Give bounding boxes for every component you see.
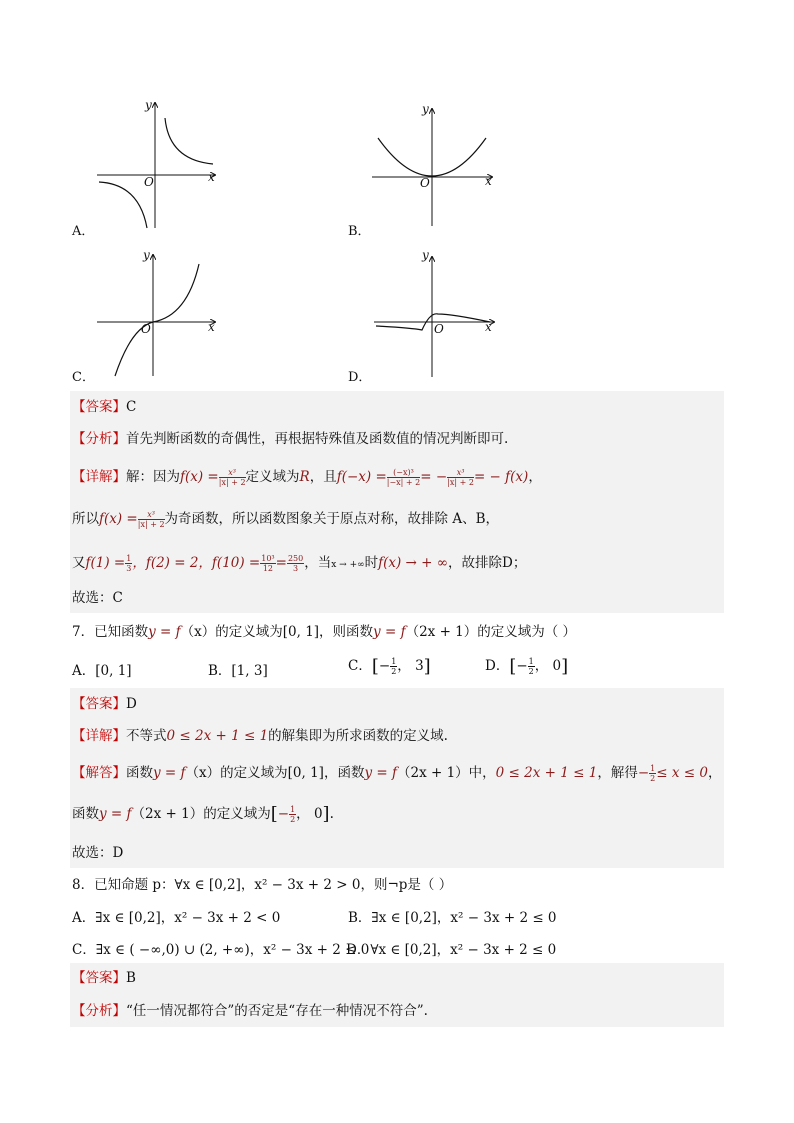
q7-option-d: D．[− $\frac{1}{2}$ ， 0] [485,656,569,677]
q6-analysis: 【分析】首先判断函数的奇偶性，再根据特殊值及函数值的情况判断即可. [72,431,509,447]
q6-detail-3: 又f(1) = $\frac{1}{3}$ ，f(2) = 2，f(10) = $\frac{\text{10³}}{12}$ = $\frac{250}{3}$ ，当x → +∞时f(x) → + ∞，故排除D； [72,554,527,573]
q6-detail-1: 【详解】解：因为f(x) = $\frac{\text{x³}}{|x| + 2}$ 定义域为R，且f(−x) = $\frac{\text{(−x)³}}{|-x| + 2}$ = − $\frac{\text{x³}}{|x| + 2}$ = − f(x)， [72,468,542,487]
graph-c [95,250,220,380]
graph-c-y: y [143,248,150,262]
graph-a-label: A． [72,224,95,239]
q7-detail: 【详解】不等式0 ≤ 2x + 1 ≤ 1的解集即为所求函数的定义域. [72,728,448,744]
q7-choice: 故选：D [72,845,124,861]
graph-b-origin: O [420,176,430,190]
graph-d [372,248,497,380]
q8-option-b: B．∃x ∈ [0,2]，x² − 3x + 2 ≤ 0 [348,910,557,926]
graph-d-label: D． [348,370,372,385]
q8-analysis: 【分析】“任一情况都符合”的否定是“存在一种情况不符合”. [72,1003,428,1019]
graph-d-y: y [422,248,429,262]
q8-stem: 8．已知命题 p：∀x ∈ [0,2]，x² − 3x + 2 > 0，则¬p是（ ） [72,877,453,893]
graph-b-x: x [485,174,492,188]
q8-answer: 【答案】B [72,970,136,986]
q7-stem: 7．已知函数y = f（x）的定义域为[0, 1]，则函数y = f（2x + 1）的定义域为（ ） [72,624,577,640]
q7-solution-1: 【解答】函数y = f（x）的定义域为[0, 1]，函数y = f（2x + 1）中，0 ≤ 2x + 1 ≤ 1，解得− $\frac{1}{2}$ ≤ x ≤ 0， [72,764,722,783]
q7-option-b: B．[1, 3] [208,663,268,679]
q8-option-a: A．∃x ∈ [0,2]，x² − 3x + 2 < 0 [72,910,281,926]
q6-detail-2: 所以f(x) = $\frac{\text{x³}}{|x| + 2}$ 为奇函数，所以函数图象关于原点对称，故排除 A、B， [72,510,499,529]
q7-option-a: A．[0, 1] [72,663,132,679]
q6-solution-band [70,391,724,613]
q8-option-c: C．∃x ∈ ( −∞,0) ∪ (2, +∞)，x² − 3x + 2 ≤ 0 [72,942,370,958]
graph-b [370,104,500,229]
graph-b-label: B． [348,224,371,239]
q8-option-d: D．∀x ∈ [0,2]，x² − 3x + 2 ≤ 0 [346,942,557,958]
graph-a-origin: O [144,175,154,189]
q7-option-c: C．[− $\frac{1}{2}$ ， 3] [348,656,431,677]
graph-a-x: x [208,170,215,184]
q6-choice: 故选：C [72,590,123,606]
q7-solution-2: 函数y = f（2x + 1）的定义域为[− $\frac{1}{2}$ ， 0]. [72,803,334,825]
graph-d-origin: O [434,322,444,336]
graph-c-origin: O [141,322,151,336]
graph-c-label: C． [72,370,95,385]
q6-answer: 【答案】C [72,399,137,415]
graph-a-y: y [145,98,152,112]
graph-b-y: y [422,102,429,116]
q7-answer: 【答案】D [72,696,137,712]
graph-c-x: x [208,320,215,334]
graph-a [95,98,220,233]
graph-d-x: x [485,320,492,334]
